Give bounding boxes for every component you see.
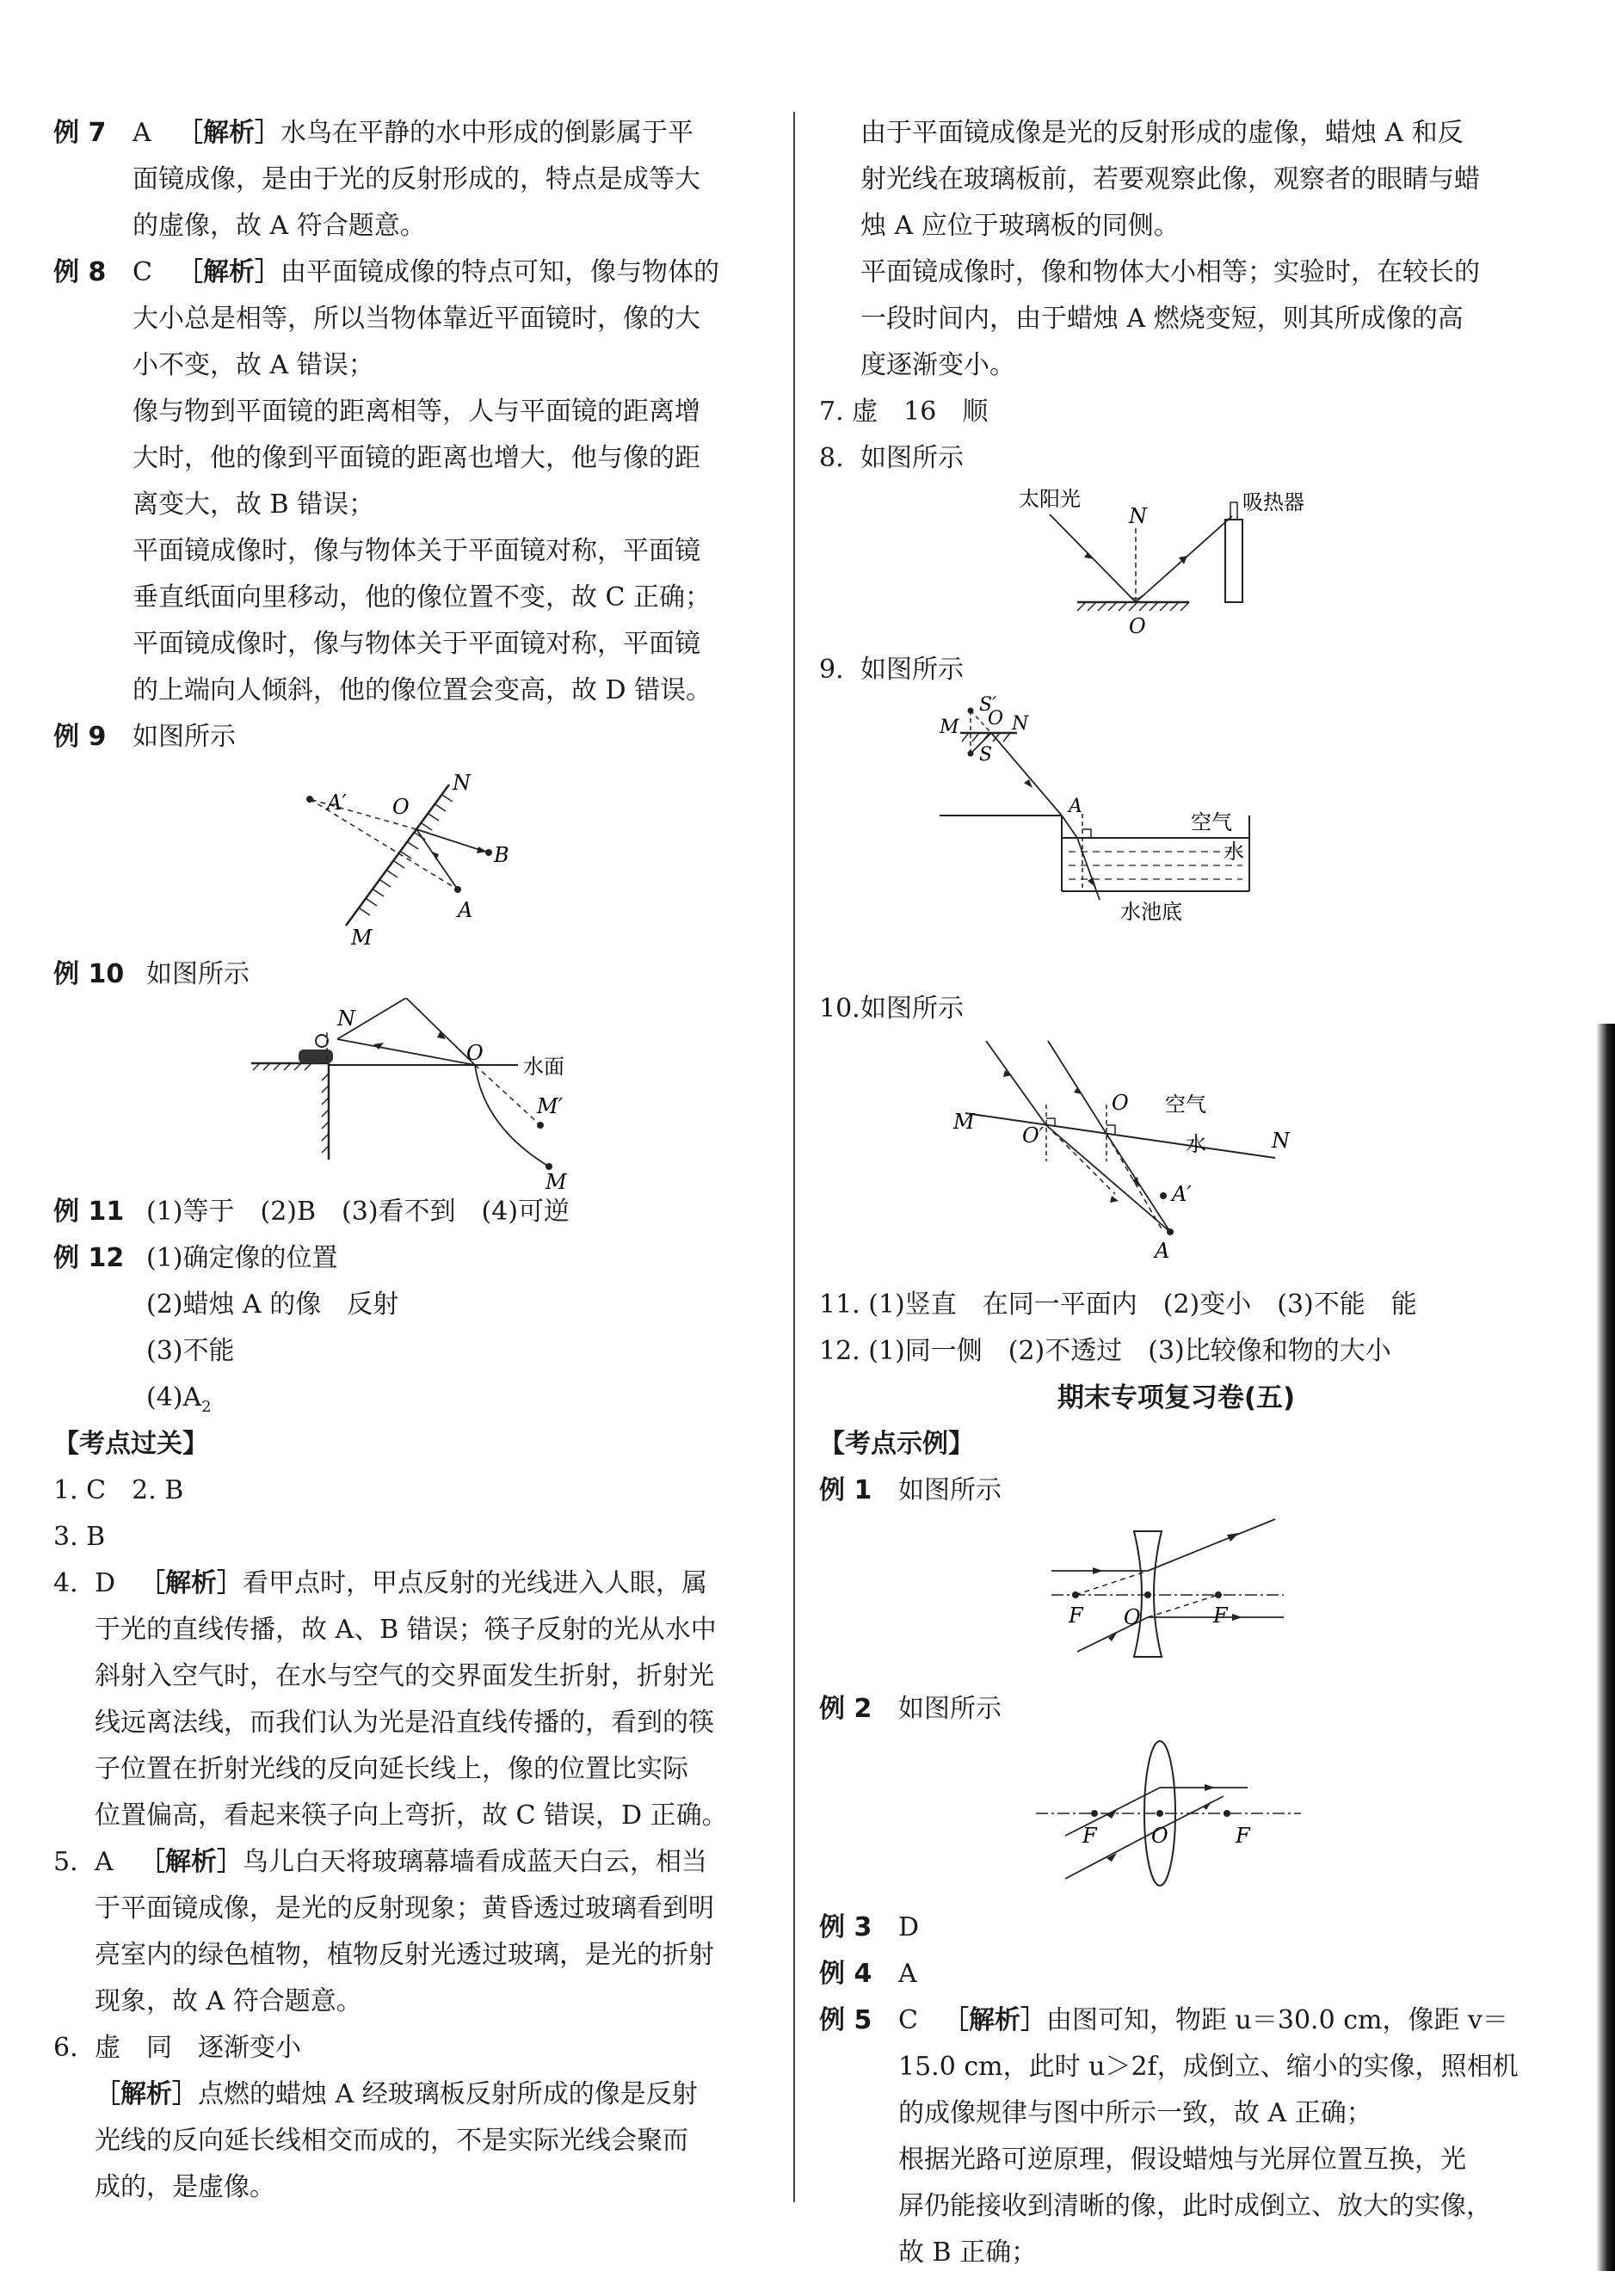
question-number: 9. (819, 655, 844, 685)
label-a-prime: A′ (1172, 1182, 1192, 1206)
example-9 (53, 714, 767, 760)
question-number: 5. (53, 1847, 78, 1877)
label-o-prime: O′ (1022, 1123, 1045, 1148)
text-line: 线远离法线，而我们认为光是沿直线传播的，看到的筷 (95, 1708, 714, 1738)
question-8 (819, 435, 1533, 482)
label-water: 水 (1186, 1132, 1206, 1156)
label-n: N (337, 1006, 355, 1031)
label-heat-absorber: 吸热器 (1242, 490, 1304, 514)
label-n: N (1012, 713, 1029, 735)
text-line: 平面镜成像时，像与物体关于平面镜对称，平面镜 (133, 629, 700, 659)
text-line: 由平面镜成像的特点可知，像与物体的 (280, 257, 719, 287)
label-focus-right: F (1213, 1604, 1228, 1628)
text-line: 大时，他的像到平面镜的距离也增大，他与像的距 (133, 443, 700, 473)
question-number: 4. (53, 1568, 78, 1598)
text-line: 1. C 2. B (53, 1475, 184, 1505)
text-line: 像与物到平面镜的距离相等，人与平面镜的距离增 (133, 397, 700, 427)
text-line: 故 B 正确； (898, 2238, 1038, 2268)
label-n: N (1272, 1129, 1290, 1153)
text-line: 垂直纸面向里移动，他的像位置不变，故 C 正确； (133, 582, 712, 612)
analysis-tag: ［解析］ (177, 118, 280, 148)
label-s-prime: S′ (979, 694, 997, 716)
text-line: 于光的直线传播，故 A、B 错误；筷子反射的光从水中 (95, 1615, 717, 1645)
question-5 (53, 1839, 767, 1886)
example-label: 例 3 (819, 1912, 872, 1942)
question-11: 11. (1)竖直 在同一平面内 (2)变小 (3)不能 能 (819, 1290, 1417, 1320)
question-7: 7. 虚 16 顺 (819, 397, 989, 427)
question-number: 6. (53, 2033, 78, 2063)
label-m-prime: M′ (537, 1094, 564, 1118)
example-1 (819, 1468, 1533, 1514)
text-line: 平面镜成像时，像与物体关于平面镜对称，平面镜 (133, 536, 700, 566)
text-line: 点燃的蜡烛 A 经玻璃板反射所成的像是反射 (198, 2079, 698, 2109)
analysis-tag: ［解析］ (139, 1568, 243, 1598)
label-a-prime: A′ (327, 791, 347, 815)
text-line: 虚 同 逐渐变小 (95, 2033, 301, 2063)
label-focus-right: F (1236, 1824, 1250, 1848)
text-line: 离变大，故 B 错误； (133, 489, 375, 520)
label-o: O (988, 708, 1004, 729)
text-line: 度逐渐变小。 (860, 350, 1015, 380)
example-8 (53, 249, 767, 296)
convex-lens-diagram (819, 1733, 1533, 1905)
text-line: 由图可知，物距 u＝30.0 cm，像距 v＝ (1046, 2005, 1508, 2035)
text-line: 烛 A 应位于玻璃板的同侧。 (860, 211, 1180, 241)
text-line: 亮室内的绿色植物，植物反射光透过玻璃，是光的折射 (95, 1940, 714, 1970)
label-m: M (546, 1170, 567, 1189)
text-line: 现象，故 A 符合题意。 (95, 1986, 362, 2016)
label-o: O (392, 795, 410, 819)
example-5 (819, 1997, 1533, 2044)
left-column (53, 110, 767, 2211)
text-line: 于平面镜成像，是光的反射现象；黄昏透过玻璃看到明 (95, 1893, 714, 1924)
label-n: N (453, 771, 471, 795)
text-line: (1)等于 (2)B (3)看不到 (4)可逆 (146, 1197, 570, 1227)
text-line: 根据光路可逆原理，假设蜡烛与光屏位置互换，光 (898, 2145, 1466, 2175)
analysis-tag: ［解析］ (139, 1847, 243, 1877)
text-line: 光线的反向延长线相交而成的，不是实际光线会聚而 (95, 2126, 688, 2156)
label-pool-bottom: 水池底 (1120, 900, 1182, 924)
example-7 (53, 110, 767, 157)
label-focus-left: F (1082, 1824, 1097, 1848)
label-m: M (351, 926, 373, 950)
label-air: 空气 (1191, 810, 1232, 834)
text-line (53, 1375, 767, 1421)
mirror-water-diagram (819, 693, 1533, 986)
concave-lens-diagram (819, 1514, 1533, 1686)
text-line: 屏仍能接收到清晰的像，此时成倒立、放大的实像， (898, 2191, 1492, 2221)
answer-letter: C (133, 257, 152, 287)
answer-a: (4)A (146, 1382, 202, 1413)
answer-letter: A (133, 118, 151, 148)
label-o: O (466, 1041, 484, 1065)
question-number: 10. (819, 994, 860, 1024)
analysis-tag: ［解析］ (95, 2079, 198, 2109)
text-line: 小不变，故 A 错误； (133, 350, 374, 380)
label-water: 水 (1224, 840, 1244, 864)
text-line: 面镜成像，是由于光的反射形成的，特点是成等大 (133, 164, 700, 194)
example-4 (819, 1951, 1533, 1997)
example-label: 例 2 (819, 1694, 872, 1724)
example-10 (53, 951, 767, 998)
label-o: O (1151, 1824, 1168, 1848)
text-line: 斜射入空气时，在水与空气的交界面发生折射，折射光 (95, 1661, 714, 1691)
text-line: 由于平面镜成像是光的反射形成的虚像，蜡烛 A 和反 (860, 118, 1464, 148)
text-line: (1)确定像的位置 (146, 1243, 338, 1273)
text-line: 如图所示 (860, 443, 964, 473)
example-label: 例 4 (819, 1959, 872, 1989)
mirror-diagram (53, 760, 767, 951)
text-line: 如图所示 (860, 994, 964, 1024)
text-line: 的成像规律与图中所示一致，故 A 正确； (898, 2098, 1372, 2128)
text-line: 鸟儿白天将玻璃幕墙看成蓝天白云，相当 (243, 1847, 707, 1877)
label-m: M (940, 717, 959, 738)
text-line: 的上端向人倾斜，他的像位置会变高，故 D 错误。 (133, 675, 712, 705)
example-label: 例 11 (53, 1197, 125, 1227)
label-o: O (1124, 1605, 1141, 1629)
text-line: 的虚像，故 A 符合题意。 (133, 211, 426, 241)
label-focus-left: F (1069, 1604, 1083, 1628)
figure-q10 (819, 1032, 1533, 1282)
example-label: 例 5 (819, 2005, 872, 2035)
text-line: (3)不能 (146, 1336, 235, 1366)
question-10 (819, 986, 1533, 1032)
question-12: 12. (1)同一侧 (2)不透过 (3)比较像和物的大小 (819, 1336, 1391, 1366)
example-label: 例 1 (819, 1475, 872, 1505)
section-heading: 【考点示例】 (819, 1429, 974, 1459)
figure-q8 (819, 482, 1533, 647)
text-line: 15.0 cm，此时 u＞2f，成倒立、缩小的实像，照相机 (898, 2052, 1519, 2082)
text-line: 如图所示 (860, 655, 964, 685)
label-o: O (1129, 614, 1146, 638)
question-number: 8. (819, 443, 844, 473)
text-line (53, 2071, 767, 2118)
example-12 (53, 1235, 767, 1282)
section-heading: 【考点过关】 (53, 1429, 208, 1459)
example-11 (53, 1189, 767, 1235)
answer-letter: C (898, 2005, 918, 2035)
label-n: N (1129, 504, 1147, 528)
figure-e1 (819, 1514, 1533, 1686)
label-air: 空气 (1165, 1093, 1206, 1117)
answer-letter: D (898, 1912, 920, 1942)
section-title: 期末专项复习卷(五) (1057, 1382, 1296, 1413)
answer-subscript: 2 (201, 1398, 212, 1416)
text-line: 如图所示 (898, 1694, 1002, 1724)
label-b: B (494, 843, 509, 867)
label-sunlight: 太阳光 (1019, 487, 1081, 511)
text-line: 如图所示 (133, 722, 236, 752)
label-m: M (953, 1110, 975, 1134)
example-2 (819, 1686, 1533, 1733)
question-9 (819, 647, 1533, 693)
analysis-tag: ［解析］ (943, 2005, 1046, 2035)
example-3 (819, 1905, 1533, 1951)
figure-q9 (819, 693, 1533, 986)
text-line: 大小总是相等，所以当物体靠近平面镜时，像的大 (133, 304, 700, 334)
label-a: A (458, 898, 473, 922)
scan-edge-shadow (1596, 1024, 1615, 2271)
analysis-tag: ［解析］ (177, 257, 280, 287)
text-line: 如图所示 (146, 959, 250, 989)
text-line: 射光线在玻璃板前，若要观察此像，观察者的眼睛与蜡 (860, 164, 1480, 194)
column-divider (793, 112, 795, 2202)
text-line: (2)蜡烛 A 的像 反射 (146, 1290, 399, 1320)
question-4 (53, 1560, 767, 1607)
example-label: 例 8 (53, 257, 107, 287)
label-s: S (979, 744, 993, 766)
text-line: 子位置在折射光线的反向延长线上，像的位置比实际 (95, 1754, 688, 1784)
right-column (819, 110, 1533, 2276)
label-o: O (1112, 1091, 1129, 1115)
text-line: 水鸟在平静的水中形成的倒影属于平 (280, 118, 693, 148)
figure-e2 (819, 1733, 1533, 1905)
example-label: 例 9 (53, 722, 107, 752)
answer-letter: A (95, 1847, 114, 1877)
air-water-refraction-diagram (819, 1032, 1533, 1282)
example-label: 例 10 (53, 959, 125, 989)
label-a: A (1155, 1239, 1170, 1263)
text-line: 一段时间内，由于蜡烛 A 燃烧变短，则其所成像的高 (860, 304, 1464, 334)
question-6 (53, 2025, 767, 2071)
text-line: 如图所示 (898, 1475, 1002, 1505)
text-line: 位置偏高，看起来筷子向上弯折，故 C 错误，D 正确。 (95, 1800, 728, 1831)
solar-reflection-diagram (819, 482, 1533, 647)
water-surface-diagram (53, 998, 767, 1189)
example-label: 例 7 (53, 118, 107, 148)
figure-ex9 (53, 760, 767, 951)
figure-ex10 (53, 998, 767, 1189)
text-line: 平面镜成像时，像和物体大小相等；实验时，在较长的 (860, 257, 1480, 287)
label-a: A (1069, 796, 1082, 817)
text-line: 3. B (53, 1522, 106, 1552)
text-line: 成的，是虚像。 (95, 2172, 275, 2202)
label-water-surface: 水面 (523, 1055, 564, 1079)
text-line: 看甲点时，甲点反射的光线进入人眼，属 (243, 1568, 707, 1598)
example-label: 例 12 (53, 1243, 125, 1273)
answer-letter: D (95, 1568, 116, 1598)
answer-letter: A (898, 1959, 917, 1989)
